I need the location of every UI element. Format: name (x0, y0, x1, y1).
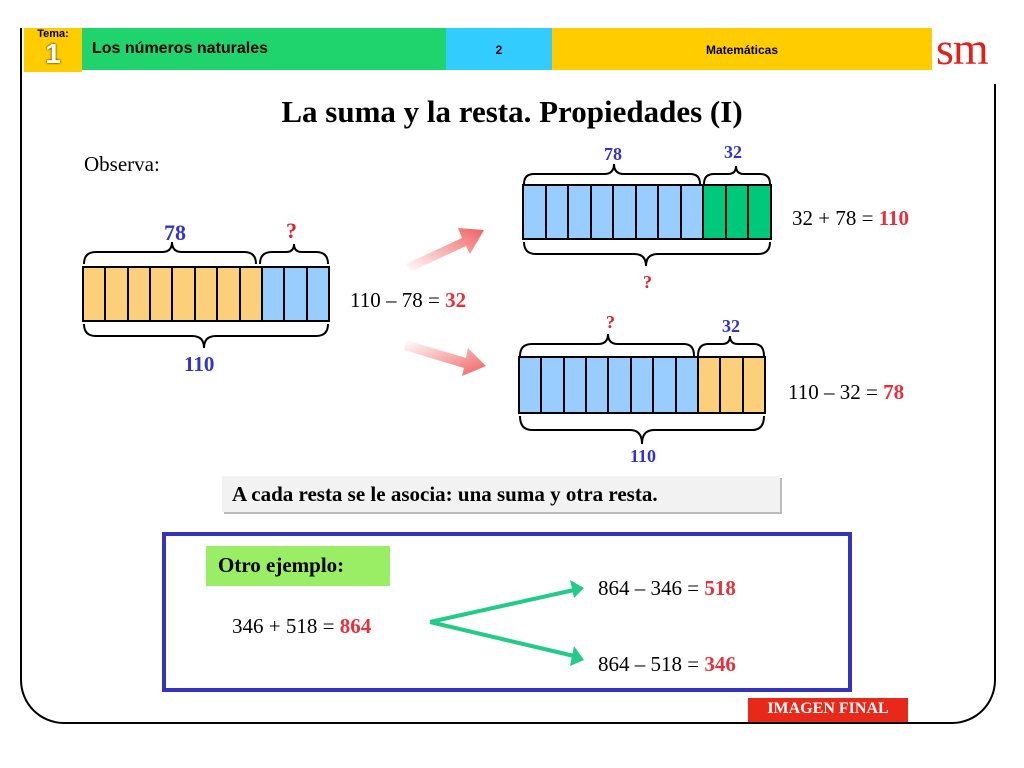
tr-bar (522, 184, 772, 240)
arrow-right-up-icon (570, 580, 584, 598)
br-top-label-question: ? (606, 312, 615, 332)
tr-top-brace (520, 160, 776, 186)
tr-top-label-78: 78 (604, 144, 622, 164)
left-bottom-brace (80, 322, 332, 352)
tema-number: 1 (45, 38, 61, 69)
arrow-down-icon (404, 340, 486, 376)
tr-bottom-label-question: ? (643, 272, 652, 292)
br-bar (518, 356, 766, 414)
left-top-label-78: 78 (164, 220, 186, 245)
observe-label: Observa: (84, 152, 160, 176)
left-bottom-label-110: 110 (184, 352, 215, 376)
tema-label: Tema: (37, 28, 69, 40)
example-sub-2: 864 – 518 = 346 (598, 652, 736, 676)
tr-top-label-32: 32 (724, 142, 742, 162)
example-sum: 346 + 518 = 864 (232, 614, 372, 638)
left-top-label-question: ? (286, 218, 297, 243)
left-bar (82, 266, 330, 322)
final-image-button-label[interactable]: IMAGEN FINAL (767, 700, 889, 717)
example-label: Otro ejemplo: (218, 553, 345, 577)
br-equation: 110 – 32 = 78 (788, 380, 905, 404)
br-top-label-32: 32 (722, 316, 740, 336)
arrow-up-icon (406, 228, 484, 272)
page-number: 2 (495, 43, 503, 57)
left-top-brace (80, 236, 332, 266)
left-equation: 110 – 78 = 32 (350, 288, 467, 312)
br-bottom-brace (516, 414, 772, 448)
sm-logo: sm (936, 23, 988, 74)
unit-title: Los números naturales (92, 40, 269, 57)
example-sub-1: 864 – 346 = 518 (598, 576, 736, 600)
br-top-brace (516, 330, 772, 358)
page-title: La suma y la resta. Propiedades (I) (281, 94, 743, 129)
red-arrows (396, 218, 496, 388)
arrow-right-down-icon (570, 646, 584, 666)
tr-bottom-brace (520, 240, 776, 270)
subject-label: Matemáticas (705, 43, 779, 57)
tr-equation: 32 + 78 = 110 (792, 206, 910, 230)
br-bottom-label-110: 110 (630, 446, 657, 466)
green-arrows (424, 574, 594, 672)
conclusion-text: A cada resta se le asocia: una suma y otra resta. (232, 482, 658, 506)
